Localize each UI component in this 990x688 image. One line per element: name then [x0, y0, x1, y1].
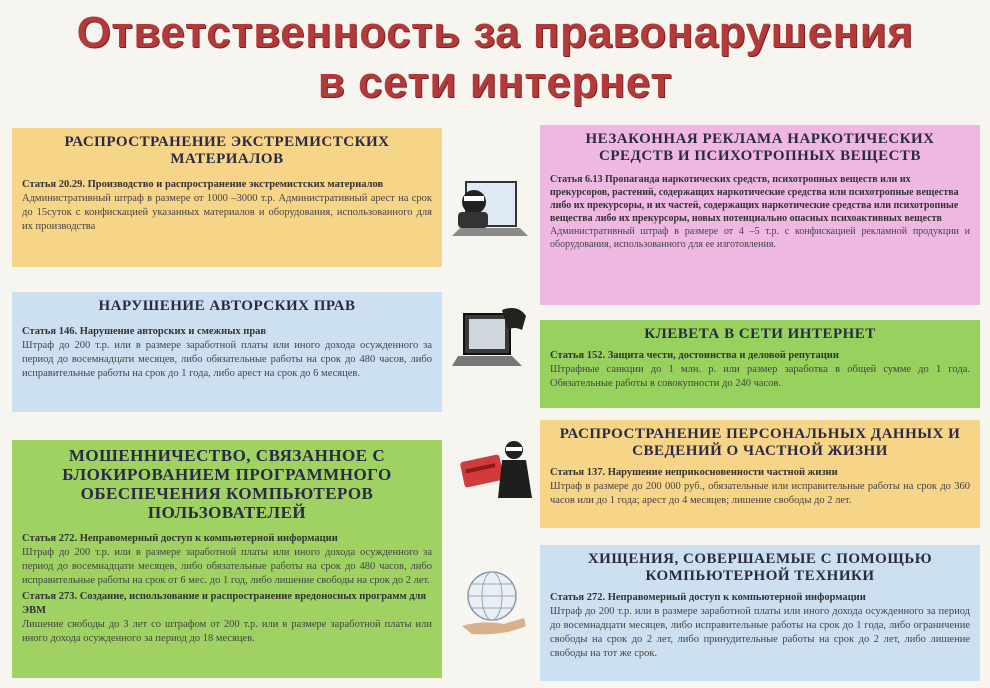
card-heading: РАСПРОСТРАНЕНИЕ ПЕРСОНАЛЬНЫХ ДАННЫХ И СВЕДЕНИЙ О ЧАСТНОЙ ЖИЗНИ — [559, 426, 961, 459]
card-text-1: Штраф до 200 т.р. или в размере заработной платы или иного дохода осужденного за период до восемнадцати месяцев, либо обязательные работы на срок до 480 часов, либо исправительные работы на срок от 6 мес. до 1 год, либо лишение свободы на срок до 2 лет. — [22, 547, 432, 586]
card-article-2: Статья 273. Создание, использование и распространение вредоносных программ для ЭВМ — [22, 591, 427, 616]
card-extremist — [12, 128, 442, 267]
hand-laptop-icon — [452, 300, 532, 370]
card-article: Статья 20.29. Производство и распространение экстремистских материалов — [22, 179, 384, 190]
card-drugs — [540, 125, 980, 305]
hacker-laptop-icon — [450, 168, 530, 238]
card-article: Статья 146. Нарушение авторских и смежных прав — [22, 326, 267, 337]
card-slander — [540, 320, 980, 408]
card-text: Административный штраф в размере от 1000 –3000 т.р. Административный арест на срок до 15суток с конфискацией указанных материалов и оборудования, использованного для их производства — [22, 193, 432, 232]
card-heading: РАСПРОСТРАНЕНИЕ ЭКСТРЕМИСТСКИХ МАТЕРИАЛОВ — [64, 134, 390, 167]
card-heading: НЕЗАКОННАЯ РЕКЛАМА НАРКОТИЧЕСКИХ СРЕДСТВ И ПСИХОТРОПНЫХ ВЕЩЕСТВ — [585, 131, 935, 164]
card-text-2: Лишение свободы до 3 лет со штрафом от 200 т.р. или в размере заработной платы или иного дохода осужденного за период до 18 месяцев. — [22, 619, 432, 644]
card-article: Статья 272. Неправомерный доступ к компьютерной информации — [550, 592, 866, 603]
card-text: Штрафные санкции до 1 млн. р. или размер заработка в общей сумме до 1 года. Обязательные работы в совокупности до 240 часов. — [550, 364, 970, 389]
title-line-1: Ответственность за правонарушения — [76, 8, 914, 57]
card-fraud — [12, 440, 442, 678]
title-line-2: в сети интернет — [317, 58, 673, 107]
globe-hand-icon — [452, 568, 532, 638]
card-heading: КЛЕВЕТА В СЕТИ ИНТЕРНЕТ — [644, 326, 876, 342]
card-heading: ХИЩЕНИЯ, СОВЕРШАЕМЫЕ С ПОМОЩЬЮ КОМПЬЮТЕРНОЙ ТЕХНИКИ — [587, 551, 933, 584]
card-article-1: Статья 272. Неправомерный доступ к компьютерной информации — [22, 533, 338, 544]
card-heading: НАРУШЕНИЕ АВТОРСКИХ ПРАВ — [98, 298, 356, 314]
card-text: Штраф до 200 т.р. или в размере заработной платы или иного дохода осужденного за период до восемнадцати месяцев, либо обязательные работы на срок до 480 часов, либо исправительные работы на срок до 1 года, либо арест на срок до 6 месяцев. — [22, 340, 432, 379]
page-title — [0, 8, 990, 108]
card-privacy — [540, 420, 980, 528]
card-text: Штраф до 200 т.р. или в размере заработной платы или иного дохода осужденного за период до восемнадцати месяцев, либо исправительные работы на срок до 1 года, либо ограничение свободы на срок до 2 лет, либо принудительные работы на срок до 2 лет, либо лишение свободы на тот же срок. — [550, 606, 970, 659]
card-copyright — [12, 292, 442, 412]
card-text: Административный штраф в размере от 4 –5 т.р. с конфискацией рекламной продукции и оборудования, использованного для ее изготовления. — [550, 226, 970, 250]
card-article: Статья 137. Нарушение неприкосновенности частной жизни — [550, 467, 838, 478]
card-text: Штраф в размере до 200 000 руб., обязательные или исправительные работы на срок до 360 часов или до 1 года; арест до 4 месяцев; лишение свободы до 2 лет. — [550, 481, 970, 506]
card-heading: МОШЕННИЧЕСТВО, СВЯЗАННОЕ С БЛОКИРОВАНИЕМ ПРОГРАММНОГО ОБЕСПЕЧЕНИЯ КОМПЬЮТЕРОВ ПОЛЬЗОВАТЕЛЕЙ — [62, 446, 392, 522]
thief-card-icon — [458, 436, 538, 506]
card-article: Статья 152. Защита чести, достоинства и деловой репутации — [550, 350, 839, 361]
card-article: Статья 6.13 Пропаганда наркотических средств, психотропных веществ или их прекурсоров, растений, содержащих наркотические средства или психотропные вещества либо их прекурсоры, и их частей, содержащих наркотические средства или психотропные вещества либо их прекурсоры, новых потенциально опасных психоактивных веществ — [550, 174, 959, 224]
card-theft — [540, 545, 980, 681]
